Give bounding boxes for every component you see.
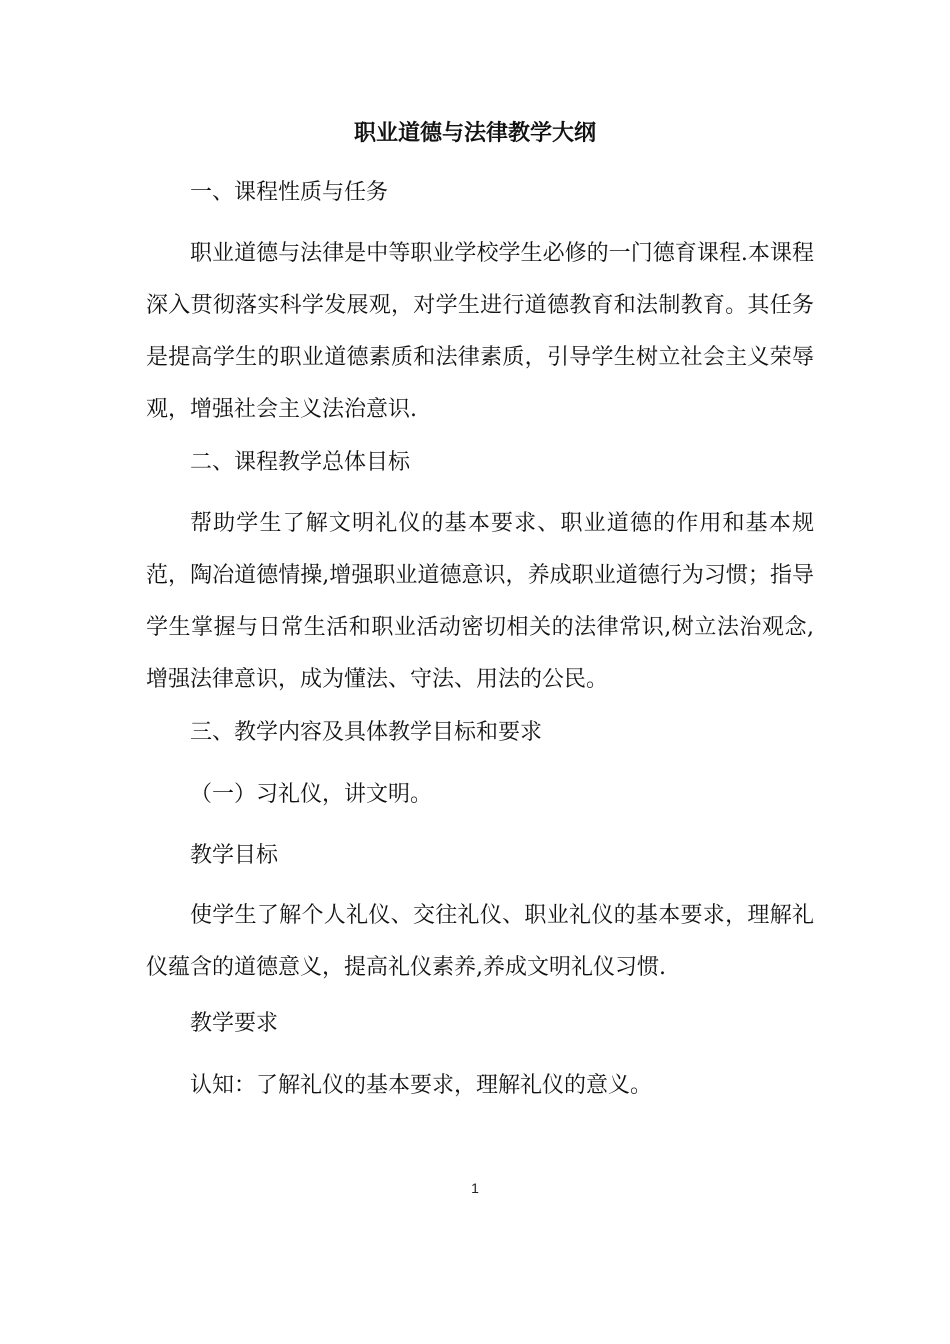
goal-body: 使学生了解个人礼仪、交往礼仪、职业礼仪的基本要求，理解礼仪蕴含的道德意义，提高礼仪素养,养成文明礼仪习惯. (146, 903, 814, 980)
goal-heading: 教学目标 (190, 843, 279, 868)
requirement-heading: 教学要求 (190, 1011, 279, 1036)
section-body-nature: 职业道德与法律是中等职业学校学生必修的一门德育课程.本课程深入贯彻落实科学发展观，对学生进行道德教育和法制教育。其任务是提高学生的职业道德素质和法律素质，引导学生树立社会主义荣辱观，增强社会主义法治意识. (146, 241, 814, 422)
section-heading-nature: 一、课程性质与任务 (190, 180, 389, 205)
page-number: 1 (471, 1180, 479, 1196)
section-heading-objectives: 二、课程教学总体目标 (190, 450, 411, 475)
section-body-objectives: 帮助学生了解文明礼仪的基本要求、职业道德的作用和基本规范，陶冶道德情操,增强职业道德意识，养成职业道德行为习惯；指导学生掌握与日常生活和职业活动密切相关的法律常识,树立法治观念,增强法律意识，成为懂法、守法、用法的公民。 (146, 511, 814, 692)
subsection-heading-etiquette: （一）习礼仪，讲文明。 (190, 782, 433, 807)
section-heading-content: 三、教学内容及具体教学目标和要求 (190, 720, 543, 745)
requirement-body: 认知：了解礼仪的基本要求，理解礼仪的意义。 (190, 1073, 653, 1098)
document-title: 职业道德与法律教学大纲 (353, 120, 596, 146)
